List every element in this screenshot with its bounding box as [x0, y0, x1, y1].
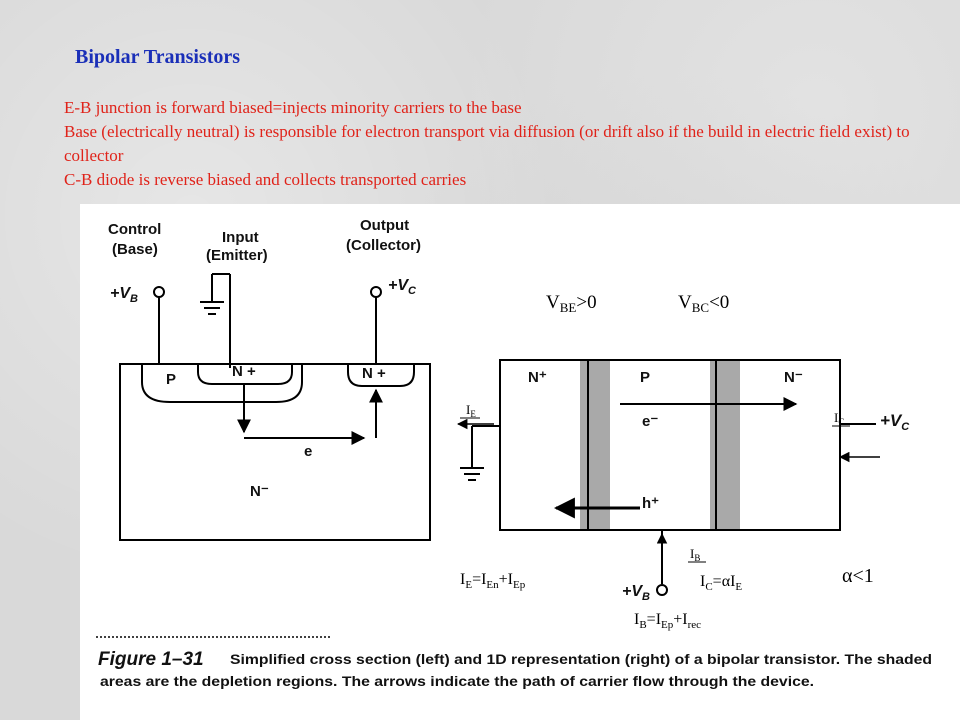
transistor-figure [80, 204, 960, 720]
nplus-label: N⁺ [528, 369, 547, 386]
caption-figure-number: Figure 1–31 [98, 649, 204, 670]
figure-svg [80, 204, 960, 720]
output-label: Output [360, 217, 410, 234]
electron-label-right: e⁻ [642, 413, 659, 430]
ic-equation: $I_C=\alpha I_E$ [700, 573, 743, 593]
vbe-condition: $V_{BE}>0$ [546, 292, 597, 315]
one-d-diagram [458, 292, 910, 603]
alpha-relation: α<1 [842, 565, 874, 587]
hole-label: h⁺ [642, 495, 660, 512]
cb-depletion-region [710, 360, 740, 530]
control-sub: (Base) [112, 241, 158, 258]
vc-label-left: $+V_C$ [388, 277, 416, 297]
ib-equation: $I_B=I_{Ep}+I_{rec}$ [634, 611, 702, 631]
vbc-condition: $V_{BC}<0$ [678, 292, 730, 315]
p-label: P [640, 369, 651, 386]
slide-title: Bipolar Transistors [75, 46, 241, 68]
vb-label-right: $+V_B$ [622, 583, 650, 603]
ground-icon [200, 302, 224, 314]
vc-label-right: $+V_C$ [880, 411, 910, 433]
bullet-list [64, 96, 944, 192]
ground-icon-right [460, 468, 484, 480]
base-terminal-icon [154, 287, 164, 297]
ic-label: $I_C$ [834, 410, 845, 427]
electron-label: e [304, 443, 313, 460]
emitter-region-label: N + [232, 363, 256, 380]
vb-label: $+V_B$ [110, 285, 138, 305]
base-terminal-right-icon [657, 585, 667, 595]
input-label: Input [222, 229, 259, 246]
eb-depletion-region [580, 360, 610, 530]
current-equations [460, 565, 874, 631]
p-region-label: P [166, 371, 177, 388]
bullet-2: Base (electrically neutral) is responsible for electron transport via diffusion (or drift also if the build in electric field exist) to collector [64, 122, 910, 165]
control-label: Control [108, 221, 162, 238]
output-sub: (Collector) [346, 237, 421, 254]
collector-region-label: N + [362, 365, 386, 382]
bullet-1: E-B junction is forward biased=injects minority carriers to the base [64, 98, 522, 117]
bullet-3: C-B diode is reverse biased and collects transported carries [64, 170, 467, 189]
nminus-label: N⁻ [784, 369, 803, 386]
ie-label: $I_E$ [466, 402, 476, 419]
substrate-region-label: N⁻ [250, 483, 269, 500]
substrate-body [120, 364, 430, 540]
cross-section-diagram [108, 217, 430, 540]
ib-label: $I_B$ [690, 546, 701, 563]
caption-line-2: areas are the depletion regions. The arrows indicate the path of carrier flow through the device. [100, 674, 814, 689]
collector-terminal-icon [371, 287, 381, 297]
caption-line-1: Simplified cross section (left) and 1D representation (right) of a bipolar transistor. The shaded [230, 652, 932, 667]
input-sub: (Emitter) [206, 247, 268, 264]
ie-equation: $I_E=I_{En}+I_{Ep}$ [460, 571, 526, 591]
